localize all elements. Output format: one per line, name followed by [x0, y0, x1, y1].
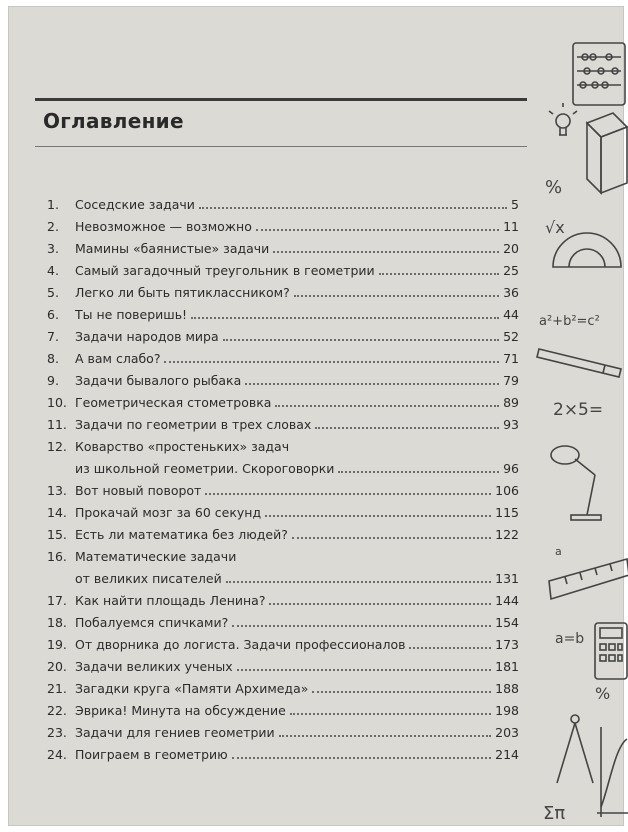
toc-entry-title: Мамины «баянистые» задачи [75, 241, 270, 256]
desk-lamp-icon [551, 446, 601, 520]
toc-entry-number: 6. [47, 307, 59, 322]
toc-entry-number: 4. [47, 263, 59, 278]
toc-entry-title: Эврика! Минута на обсуждение [75, 703, 286, 718]
toc-entry-number: 8. [47, 351, 59, 366]
toc-entry-number: 12. [47, 439, 67, 454]
dot-leader [232, 624, 491, 627]
toc-entry-page: 11 [503, 219, 519, 234]
toc-entry-page: 20 [503, 241, 519, 256]
toc-entry-number: 15. [47, 527, 67, 542]
graph-icon [597, 727, 628, 817]
toc-entry-number: 17. [47, 593, 67, 608]
toc-entry-page: 79 [503, 373, 519, 388]
toc-entry-page: 44 [503, 307, 519, 322]
multiplication-formula: 2×5= [553, 400, 604, 420]
book-page [8, 6, 624, 826]
toc-entry-page: 131 [495, 571, 519, 586]
toc-entry-continuation[interactable] [47, 454, 519, 476]
toc-entry-number: 19. [47, 637, 67, 652]
toc-entry-page: 173 [495, 637, 519, 652]
percent-glyph-2: % [595, 684, 611, 703]
toc-entry-page: 198 [495, 703, 519, 718]
dot-leader [294, 294, 499, 297]
toc-entry-page: 71 [503, 351, 519, 366]
toc-entry-page: 154 [495, 615, 519, 630]
dot-leader [315, 426, 499, 429]
toc-entry-page: 25 [503, 263, 519, 278]
compass-icon [557, 715, 593, 783]
dot-leader [269, 602, 491, 605]
dot-leader [191, 316, 499, 319]
toc-entry[interactable] [47, 696, 519, 718]
toc-entry[interactable] [47, 322, 519, 344]
toc-entry-title: Побалуемся спичками? [75, 615, 229, 630]
toc-entry-number: 21. [47, 681, 67, 696]
toc-entry[interactable] [47, 234, 519, 256]
toc-entry[interactable] [47, 520, 519, 542]
toc-entry[interactable] [47, 432, 519, 454]
toc-entry-page: 115 [495, 505, 519, 520]
toc-entry[interactable] [47, 652, 519, 674]
dot-leader [226, 580, 491, 583]
toc-entry-page: 96 [503, 461, 519, 476]
toc-entry-number: 13. [47, 483, 67, 498]
toc-entry-title: Задачи народов мира [75, 329, 219, 344]
toc-entry-title-line2: из школьной геометрии. Скороговорки [75, 461, 335, 476]
toc-entry[interactable] [47, 674, 519, 696]
toc-entry-number: 10. [47, 395, 67, 410]
percent-glyph: % [545, 177, 563, 198]
toc-entry-page: 214 [495, 747, 519, 762]
page-title: Оглавление [43, 109, 184, 133]
toc-entry[interactable] [47, 366, 519, 388]
dot-leader [409, 646, 491, 649]
dot-leader [312, 690, 491, 693]
toc-entry[interactable] [47, 608, 519, 630]
abacus-icon [573, 43, 625, 105]
dot-leader [265, 514, 491, 517]
toc-entry-number: 20. [47, 659, 67, 674]
toc-entry-number: 9. [47, 373, 59, 388]
toc-entry-title: Загадки круга «Памяти Архимеда» [75, 681, 309, 696]
toc-entry[interactable] [47, 718, 519, 740]
dot-leader [205, 492, 491, 495]
pencil-icon [537, 349, 621, 377]
toc-entry-title: Задачи бывалого рыбака [75, 373, 242, 388]
toc-entry-title: Коварство «простеньких» задач [75, 439, 290, 454]
toc-entry-title: Математические задачи [75, 549, 237, 564]
pythagoras-formula: a²+b²=c² [539, 314, 600, 329]
toc-entry[interactable] [47, 498, 519, 520]
a-equals-b-formula: a=b [555, 631, 585, 647]
toc-entry-title: Задачи по геометрии в трех словах [75, 417, 312, 432]
toc-entry-title: Прокачай мозг за 60 секунд [75, 505, 262, 520]
toc-entry-page: 106 [495, 483, 519, 498]
toc-entry-number: 18. [47, 615, 67, 630]
toc-entry-title: Как найти площадь Ленина? [75, 593, 266, 608]
toc-entry-number: 7. [47, 329, 59, 344]
toc-entry-title-line2: от великих писателей [75, 571, 222, 586]
toc-entry[interactable] [47, 586, 519, 608]
toc-entry[interactable] [47, 476, 519, 498]
toc-entry[interactable] [47, 344, 519, 366]
toc-entry-title: Есть ли математика без людей? [75, 527, 288, 542]
toc-entry-title: Ты не поверишь! [75, 307, 188, 322]
toc-entry-title: Поиграем в геометрию [75, 747, 228, 762]
toc-entry-title: Легко ли быть пятиклассником? [75, 285, 290, 300]
toc-entry-title: Соседские задачи [75, 197, 195, 212]
table-of-contents [47, 190, 519, 762]
calculator-icon [595, 623, 627, 679]
sqrt-glyph: √x [545, 218, 565, 237]
math-doodles-illustration [535, 27, 628, 827]
toc-entry-title: Невозможное — возможно [75, 219, 252, 234]
protractor-icon [553, 233, 621, 267]
toc-entry-page: 181 [495, 659, 519, 674]
toc-entry-title: Геометрическая стометровка [75, 395, 272, 410]
dot-leader [279, 734, 491, 737]
toc-entry-page: 203 [495, 725, 519, 740]
toc-entry[interactable] [47, 630, 519, 652]
dot-leader [199, 206, 507, 209]
dot-leader [164, 360, 499, 363]
cube-icon [587, 113, 627, 193]
dot-leader [237, 668, 492, 671]
toc-entry-page: 122 [495, 527, 519, 542]
toc-entry-number: 5. [47, 285, 59, 300]
toc-entry[interactable] [47, 256, 519, 278]
toc-entry-title: От дворника до логиста. Задачи профессионалов [75, 637, 406, 652]
toc-entry-number: 24. [47, 747, 67, 762]
toc-entry-continuation[interactable] [47, 564, 519, 586]
toc-entry[interactable] [47, 542, 519, 564]
toc-entry-page: 5 [511, 197, 519, 212]
dot-leader [223, 338, 499, 341]
dot-leader [275, 404, 499, 407]
toc-entry-title: Самый загадочный треугольник в геометрии [75, 263, 375, 278]
toc-entry-page: 93 [503, 417, 519, 432]
toc-entry-title: А вам слабо? [75, 351, 161, 366]
toc-entry-page: 144 [495, 593, 519, 608]
toc-entry-number: 3. [47, 241, 59, 256]
dot-leader [273, 250, 499, 253]
heading-divider [35, 146, 527, 147]
toc-entry[interactable] [47, 212, 519, 234]
toc-entry-number: 2. [47, 219, 59, 234]
dot-leader [292, 536, 491, 539]
dot-leader [232, 756, 491, 759]
ruler-icon [549, 559, 628, 599]
toc-entry-number: 14. [47, 505, 67, 520]
toc-entry-number: 1. [47, 197, 59, 212]
toc-entry-number: 16. [47, 549, 67, 564]
dot-leader [245, 382, 499, 385]
toc-entry-title: Задачи великих ученых [75, 659, 233, 674]
toc-entry-title: Задачи для гениев геометрии [75, 725, 275, 740]
toc-entry-page: 89 [503, 395, 519, 410]
toc-entry[interactable] [47, 278, 519, 300]
toc-entry-number: 11. [47, 417, 67, 432]
sigma-pi-glyph: Σπ [543, 803, 566, 824]
toc-entry[interactable] [47, 388, 519, 410]
heading-bar [35, 98, 527, 145]
toc-entry[interactable] [47, 740, 519, 762]
triangle-label: a [555, 545, 562, 558]
dot-leader [379, 272, 499, 275]
toc-entry[interactable] [47, 300, 519, 322]
toc-entry-page: 52 [503, 329, 519, 344]
toc-entry-number: 22. [47, 703, 67, 718]
toc-entry-number: 23. [47, 725, 67, 740]
toc-entry-title: Вот новый поворот [75, 483, 202, 498]
toc-entry[interactable] [47, 410, 519, 432]
dot-leader [290, 712, 491, 715]
lightbulb-icon [549, 103, 577, 135]
toc-entry[interactable] [47, 190, 519, 212]
dot-leader [256, 228, 499, 231]
toc-entry-page: 188 [495, 681, 519, 696]
toc-entry-page: 36 [503, 285, 519, 300]
dot-leader [338, 470, 499, 473]
